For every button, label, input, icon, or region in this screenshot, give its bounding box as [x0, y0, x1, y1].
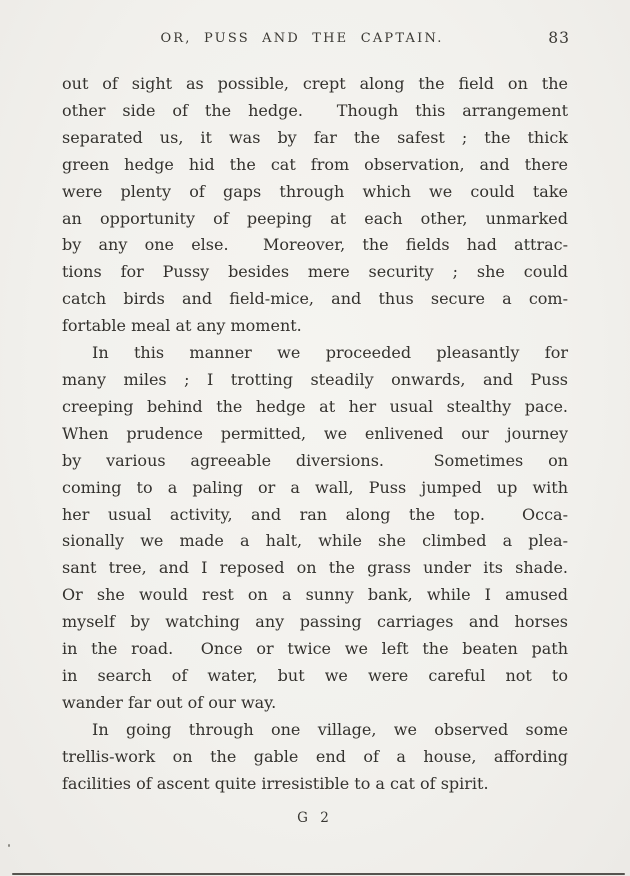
text-line: coming to a paling or a wall, Puss jumped up with — [62, 477, 568, 497]
paragraph — [62, 340, 568, 717]
scan-edge-artifact — [12, 873, 625, 875]
text-line: green hedge hid the cat from observation, and there — [62, 154, 568, 174]
text-line: were plenty of gaps through which we could take — [62, 181, 568, 201]
text-line: many miles ; I trotting steadily onwards, and Puss — [62, 369, 568, 389]
text-line: myself by watching any passing carriages and horses — [62, 612, 568, 632]
text-line: sionally we made a halt, while she climbed a plea- — [62, 531, 568, 551]
text-line: in search of water, but we were careful not to — [62, 665, 568, 685]
text-line: In going through one village, we observed some — [92, 719, 568, 739]
text-line: catch birds and field-mice, and thus secure a com- — [62, 289, 568, 309]
text-line: In this manner we proceeded pleasantly for — [92, 343, 568, 363]
text-line: in the road. Once or twice we left the beaten path — [62, 639, 568, 659]
text-block — [62, 71, 568, 797]
text-line: by any one else. Moreover, the fields had attrac- — [62, 235, 568, 255]
text-line: When prudence permitted, we enlivened our journey — [62, 423, 568, 443]
paragraph — [62, 71, 568, 340]
text-line: out of sight as possible, crept along the field on the — [62, 74, 568, 93]
text-line: by various agreeable diversions. Sometimes on — [62, 450, 568, 470]
text-line: her usual activity, and ran along the top. Occa- — [62, 504, 568, 524]
running-title: OR, PUSS AND THE CAPTAIN. — [160, 31, 444, 46]
text-line: sant tree, and I reposed on the grass under its shade. — [62, 558, 568, 578]
signature-mark: G 2 — [297, 810, 333, 826]
text-line: separated us, it was by far the safest ; the thick — [62, 127, 568, 147]
paragraph — [62, 717, 568, 798]
text-line: facilities of ascent quite irresistible to a cat of spirit. — [62, 773, 489, 793]
page-number: 83 — [548, 29, 570, 47]
scan-dot-artifact — [8, 844, 10, 847]
text-line: creeping behind the hedge at her usual stealthy pace. — [62, 396, 568, 416]
text-line: fortable meal at any moment. — [62, 316, 302, 336]
text-line: Or she would rest on a sunny bank, while I amused — [62, 585, 568, 605]
text-line: trellis-work on the gable end of a house, affording — [62, 746, 568, 766]
text-line: an opportunity of peeping at each other, unmarked — [62, 208, 568, 228]
text-line: tions for Pussy besides mere security ; she could — [62, 262, 568, 282]
text-line: wander far out of our way. — [62, 692, 277, 712]
page-header — [62, 31, 572, 53]
text-line: other side of the hedge. Though this arrangement — [62, 100, 568, 120]
